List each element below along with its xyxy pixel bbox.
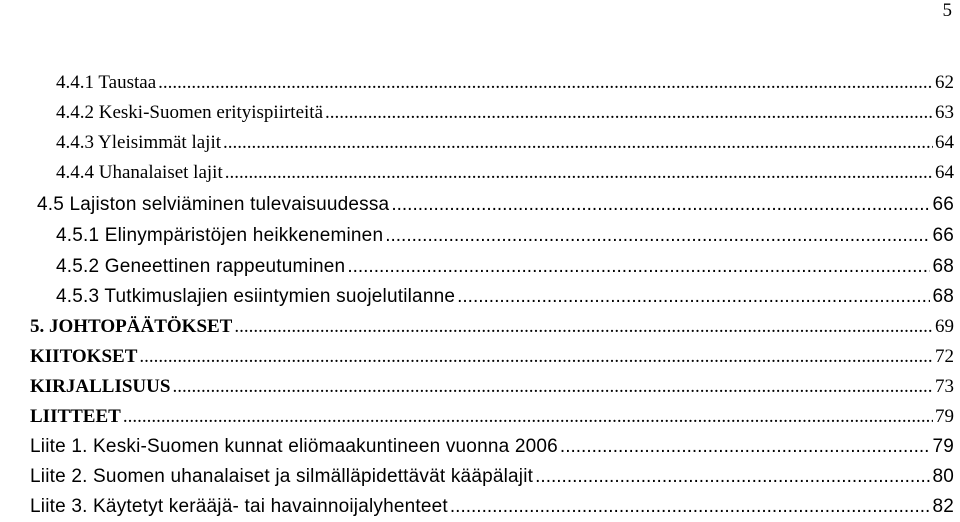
toc-entry-label: 4.5 Lajiston selviäminen tulevaisuudessa [37,194,390,215]
toc-entry-page: 63 [935,102,954,123]
toc-entry-kiitokset[interactable] [30,346,954,368]
toc-entry-liite-1[interactable] [30,436,954,458]
toc-entry-4-4-4[interactable] [56,162,954,184]
toc-entry-label: 4.4.1 Taustaa [56,72,157,93]
toc-entry-label: 5. JOHTOPÄÄTÖKSET [30,316,233,337]
toc-entry-label: KIITOKSET [30,346,138,367]
toc-entry-liite-3[interactable] [30,496,954,518]
toc-entry-label: Liite 2. Suomen uhanalaiset ja silmälläpidettävät kääpälajit [30,466,534,487]
toc-entry-page: 62 [935,72,954,93]
toc-leader-dots [325,102,933,124]
toc-leader-dots [172,376,933,398]
toc-entry-page: 82 [932,496,954,517]
toc-leader-dots [347,256,930,278]
toc-entry-page: 79 [935,406,954,427]
toc-entry-page: 64 [935,132,954,153]
toc-entry-label: Liite 3. Käytetyt kerääjä- tai havainnoijalyhenteet [30,496,448,517]
toc-leader-dots [139,346,933,368]
toc-leader-dots [123,406,933,428]
toc-leader-dots [535,466,930,488]
toc-entry-label: 4.5.2 Geneettinen rappeutuminen [56,256,346,277]
toc-entry-label: 4.5.1 Elinympäristöjen heikkeneminen [56,225,384,246]
toc-entry-kirjallisuus[interactable] [30,376,954,398]
toc-entry-label: 4.4.4 Uhanalaiset lajit [56,162,223,183]
toc-leader-dots [223,132,933,154]
toc-entry-liitteet[interactable] [30,406,954,428]
toc-entry-4-5-2[interactable] [56,256,954,278]
toc-entry-4-5-3[interactable] [56,286,954,308]
toc-entry-label: LIITTEET [30,406,121,427]
toc-leader-dots [457,286,930,308]
toc-entry-label: 4.4.2 Keski-Suomen erityispiirteitä [56,102,324,123]
toc-entry-page: 80 [932,466,954,487]
toc-entry-liite-2[interactable] [30,466,954,488]
toc-entry-label: 4.4.3 Yleisimmät lajit [56,132,221,153]
toc-entry-page: 72 [935,346,954,367]
toc-leader-dots [450,496,931,518]
toc-entry-4-4-3[interactable] [56,132,954,154]
toc-entry-page: 79 [932,436,954,457]
toc-entry-4-4-2[interactable] [56,102,954,124]
toc-entry-label: KIRJALLISUUS [30,376,171,397]
toc-entry-page: 66 [932,194,954,215]
toc-leader-dots [234,316,933,338]
toc-leader-dots [385,225,930,247]
toc-entry-page: 68 [932,286,954,307]
toc-entry-page: 68 [932,256,954,277]
toc-leader-dots [225,162,933,184]
toc-entry-page: 69 [935,316,954,337]
toc-entry-johtopaatokset[interactable] [30,316,954,338]
toc-leader-dots [560,436,931,458]
toc-entry-page: 64 [935,162,954,183]
toc-entry-label: 4.5.3 Tutkimuslajien esiintymien suojelutilanne [56,286,456,307]
toc-entry-4-5-1[interactable] [56,225,954,247]
toc-leader-dots [158,72,933,94]
toc-leader-dots [391,194,930,216]
toc-entry-4-4-1[interactable] [56,72,954,94]
toc-entry-label: Liite 1. Keski-Suomen kunnat eliömaakuntineen vuonna 2006 [30,436,558,457]
toc-entry-4-5[interactable] [37,194,954,216]
toc-entry-page: 73 [935,376,954,397]
toc-entry-page: 66 [932,225,954,246]
page-number: 5 [942,0,952,21]
